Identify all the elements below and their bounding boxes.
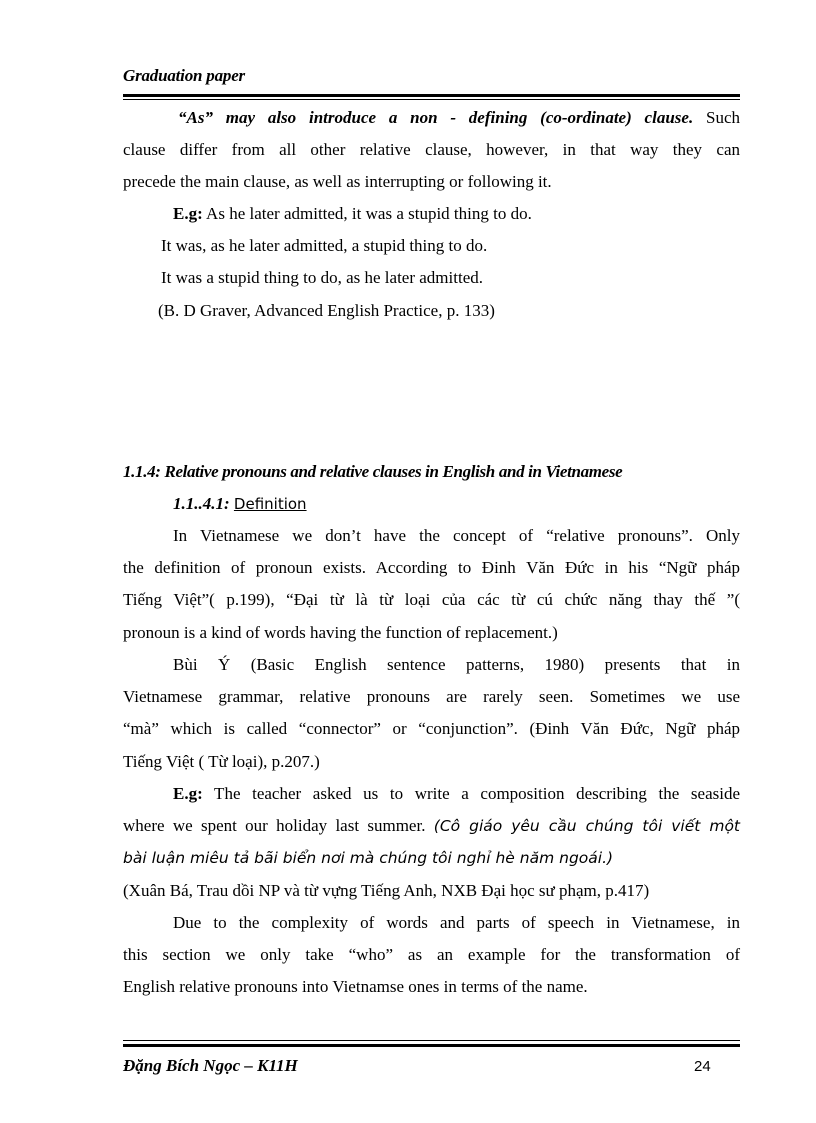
paragraph-line: “mà” which is called “connector” or “conjunction”. (Đinh Văn Đức, Ngữ pháp bbox=[123, 719, 740, 739]
paragraph-line: Due to the complexity of words and parts of speech in Vietnamese, in bbox=[173, 913, 740, 932]
paragraph-complexity bbox=[123, 907, 740, 1004]
vietnamese-translation: bài luận miêu tả bãi biển nơi mà chúng tôi nghỉ hè năm ngoái.) bbox=[123, 849, 614, 868]
example-citation: (Xuân Bá, Trau dồi NP và từ vựng Tiếng Anh, NXB Đại học sư phạm, p.417) bbox=[123, 880, 650, 900]
paragraph-bui-y bbox=[123, 649, 740, 778]
paragraph-line: Tiếng Việt”( p.199), “Đại từ là từ loại của các từ cú chức năng thay thế ”( bbox=[123, 590, 740, 610]
paragraph-line: precede the main clause, as well as interrupting or following it. bbox=[123, 172, 552, 192]
subsection-number: 1.1..4.1: bbox=[173, 494, 230, 514]
example-line bbox=[123, 810, 740, 842]
paragraph-line: Vietnamese grammar, relative pronouns are rarely seen. Sometimes we use bbox=[123, 687, 740, 707]
paragraph-line: pronoun is a kind of words having the function of replacement.) bbox=[123, 622, 558, 642]
footer-rule-thick bbox=[123, 1044, 740, 1047]
paragraph-line: Tiếng Việt ( Từ loại), p.207.) bbox=[123, 751, 320, 771]
emphasized-statement: “As” may also introduce a non - defining (co-ordinate) clause bbox=[178, 108, 689, 127]
paragraph-line: this section we only take “who” as an example for the transformation of bbox=[123, 945, 740, 965]
subsection-title: Definition bbox=[233, 495, 307, 514]
header-rule-thick bbox=[123, 94, 740, 97]
section-heading: 1.1.4: Relative pronouns and relative clauses in English and in Vietnamese bbox=[123, 462, 623, 481]
paragraph-line: clause differ from all other relative clause, however, in that way they can bbox=[123, 140, 740, 160]
paragraph-line: Bùi Ý (Basic English sentence patterns, 1980) presents that in bbox=[173, 655, 740, 674]
section-block bbox=[123, 456, 740, 520]
paragraph-definition bbox=[123, 520, 740, 649]
example-label: E.g: bbox=[173, 784, 203, 803]
footer-rule-thin bbox=[123, 1040, 740, 1041]
example-citation: (B. D Graver, Advanced English Practice, p. 133) bbox=[158, 300, 495, 320]
paragraph-line: English relative pronouns into Vietnamse ones in terms of the name. bbox=[123, 977, 588, 997]
example-line: It was a stupid thing to do, as he later admitted. bbox=[161, 268, 483, 288]
text-run: As he later admitted, it was a stupid thing to do. bbox=[202, 204, 532, 223]
paragraph-line: In Vietnamese we don’t have the concept of “relative pronouns”. Only bbox=[173, 526, 740, 545]
example-line bbox=[123, 198, 740, 230]
page-number: 24 bbox=[694, 1058, 711, 1075]
paragraph-line: the definition of pronoun exists. According to Đinh Văn Đức in his “Ngữ pháp bbox=[123, 558, 740, 578]
example-block-1 bbox=[123, 198, 740, 327]
running-header: Graduation paper bbox=[123, 66, 245, 85]
text-run: Such bbox=[693, 108, 741, 127]
vietnamese-translation: (Cô giáo yêu cầu chúng tôi viết một bbox=[433, 817, 740, 836]
period: . bbox=[688, 108, 694, 127]
footer-author: Đặng Bích Ngọc – K11H bbox=[123, 1056, 298, 1075]
example-line: It was, as he later admitted, a stupid thing to do. bbox=[161, 236, 488, 256]
subsection-heading bbox=[123, 488, 740, 520]
example-line bbox=[123, 778, 740, 810]
header-rule-thin bbox=[123, 99, 740, 100]
example-block-2 bbox=[123, 778, 740, 907]
text-run: The teacher asked us to write a composition describing the seaside bbox=[202, 784, 740, 803]
text-run: where we spent our holiday last summer. bbox=[123, 816, 434, 836]
example-label: E.g: bbox=[173, 204, 203, 223]
paragraph-line bbox=[123, 102, 740, 134]
paragraph-as-clause bbox=[123, 102, 740, 199]
